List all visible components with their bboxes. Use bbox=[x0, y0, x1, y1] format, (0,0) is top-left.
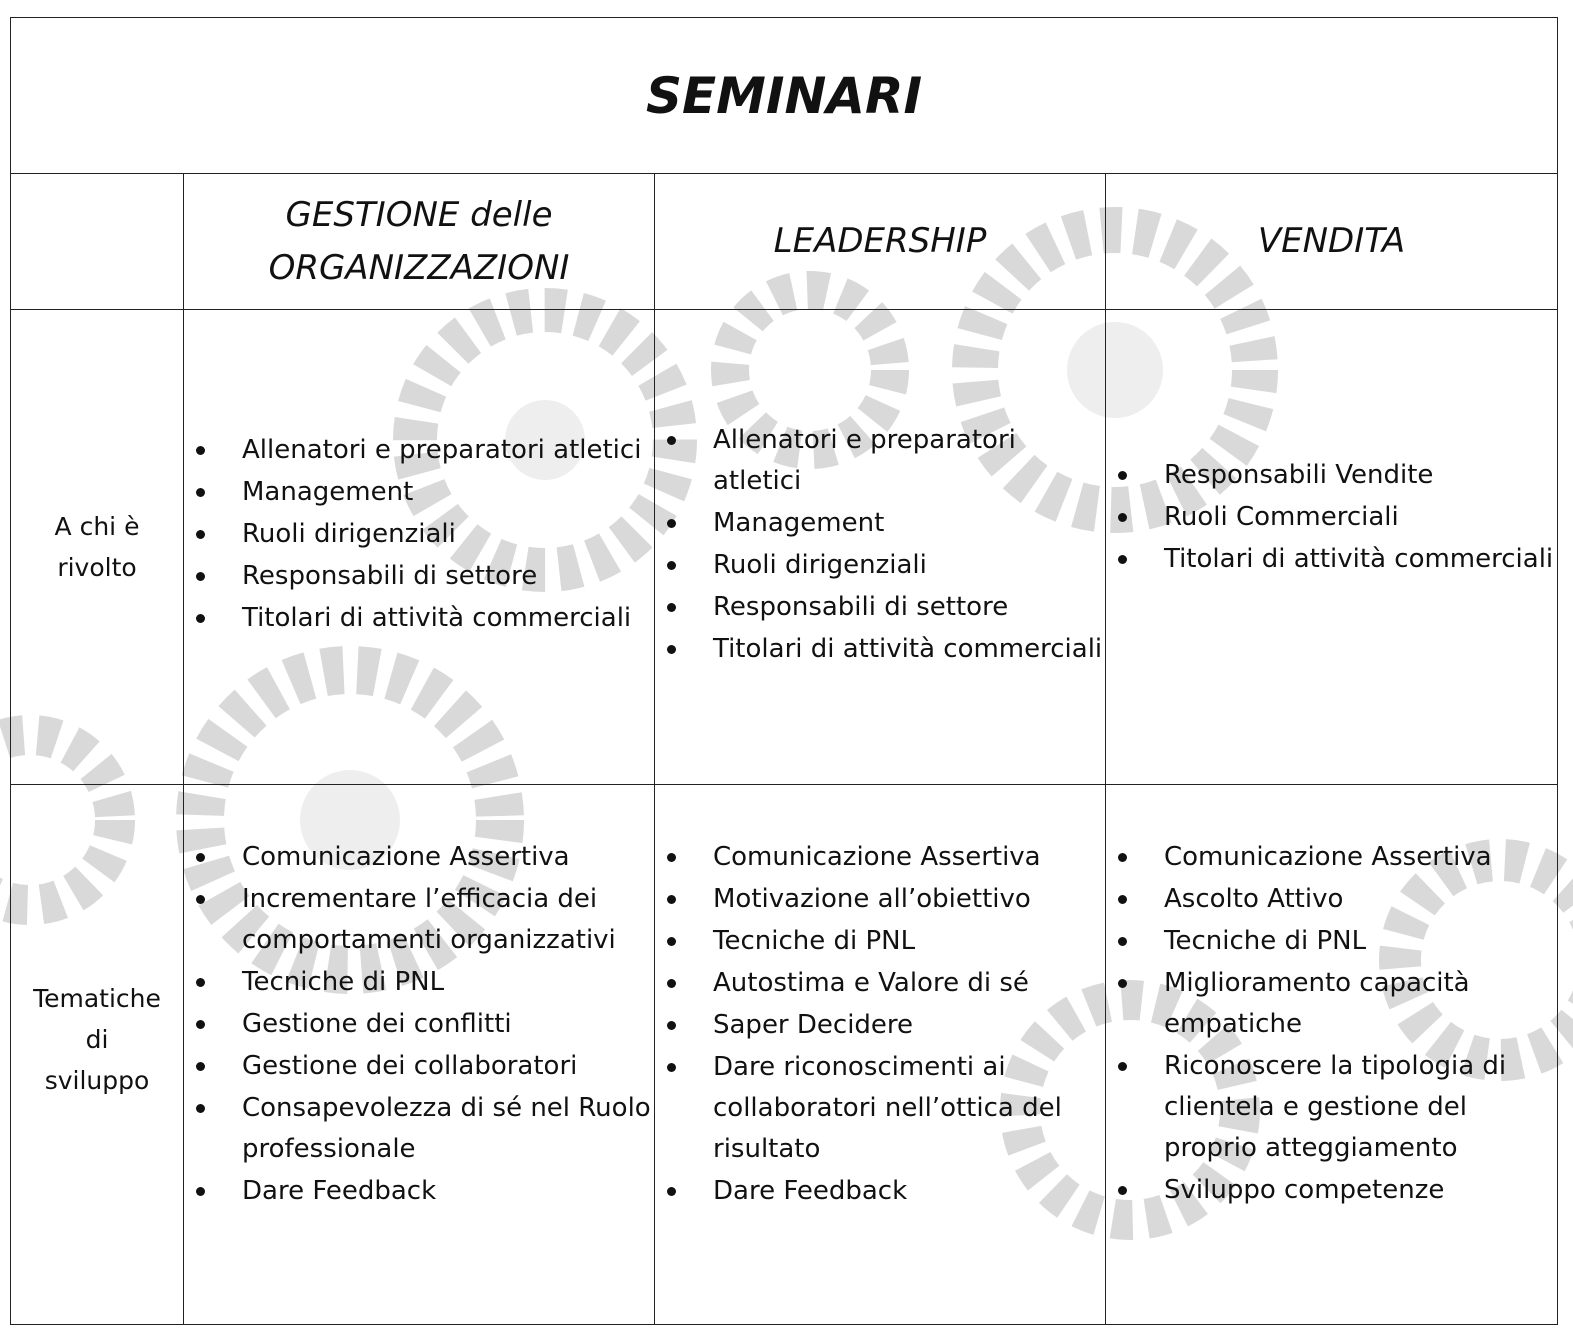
list-item-text: Gestione dei collaboratori bbox=[242, 1051, 578, 1081]
list-item-text: Responsabili Vendite bbox=[1164, 460, 1434, 490]
list-item bbox=[713, 1005, 1105, 1046]
column-header-line: ORGANIZZAZIONI bbox=[268, 247, 570, 288]
bullet-icon bbox=[1118, 555, 1127, 564]
list-item-text: Tecniche di PNL bbox=[242, 967, 445, 997]
list-item-text: Titolari di attività commerciali bbox=[713, 633, 1103, 664]
row-header-a-chi-e-rivolto bbox=[11, 310, 184, 785]
column-header-leadership bbox=[655, 174, 1106, 310]
list-item bbox=[242, 598, 654, 639]
list-item-text: Ruoli dirigenziali bbox=[713, 549, 927, 580]
bullet-icon bbox=[196, 614, 205, 623]
bullet-icon bbox=[1118, 853, 1127, 862]
column-header-line: LEADERSHIP bbox=[773, 221, 987, 262]
bullet-icon bbox=[1118, 937, 1127, 946]
list-item-text: Gestione dei conflitti bbox=[242, 1009, 512, 1039]
list-item bbox=[1164, 921, 1557, 962]
row-header-line: sviluppo bbox=[44, 1066, 150, 1096]
bullet-icon bbox=[667, 1187, 676, 1196]
list-item-text: Ascolto Attivo bbox=[1164, 884, 1344, 914]
list-item-text: Comunicazione Assertiva bbox=[1164, 842, 1492, 872]
row-header-line: Tematiche bbox=[33, 983, 161, 1013]
list-item-text: Dare Feedback bbox=[242, 1176, 437, 1206]
cell-audience-vendita bbox=[1106, 310, 1558, 785]
list-item-text: Consapevolezza di sé nel Ruolo professionale bbox=[242, 1093, 651, 1164]
bullet-list bbox=[1106, 455, 1557, 580]
list-item-text: Dare riconoscimenti ai collaboratori nell’ottica del risultato bbox=[713, 1052, 1062, 1164]
list-item-text: Tecniche di PNL bbox=[713, 926, 916, 956]
list-item bbox=[242, 1004, 654, 1045]
bullet-list bbox=[655, 837, 1105, 1212]
list-item-text: Comunicazione Assertiva bbox=[242, 842, 570, 872]
column-header-vendita bbox=[1106, 174, 1558, 310]
list-item-text: Riconoscere la tipologia di clientela e gestione del proprio atteggiamento bbox=[1164, 1051, 1507, 1163]
list-item bbox=[713, 629, 1105, 670]
list-item-text: Motivazione all’obiettivo bbox=[713, 884, 1031, 914]
bullet-icon bbox=[196, 446, 205, 455]
list-item-text: Titolari di attività commerciali bbox=[242, 603, 632, 633]
list-item bbox=[242, 556, 654, 597]
bullet-icon bbox=[667, 645, 676, 654]
list-item-text: Autostima e Valore di sé bbox=[713, 968, 1029, 998]
bullet-icon bbox=[667, 853, 676, 862]
list-item-text: Miglioramento capacità empatiche bbox=[1164, 968, 1470, 1039]
bullet-icon bbox=[667, 436, 676, 445]
page-title: SEMINARI bbox=[11, 18, 1558, 174]
list-item-text: Allenatori e preparatori atletici bbox=[713, 424, 1016, 496]
bullet-icon bbox=[667, 1063, 676, 1072]
bullet-icon bbox=[196, 1104, 205, 1113]
bullet-icon bbox=[667, 895, 676, 904]
row-header-line: rivolto bbox=[57, 553, 137, 582]
bullet-icon bbox=[196, 572, 205, 581]
list-item bbox=[242, 1088, 654, 1170]
bullet-icon bbox=[196, 1187, 205, 1196]
list-item-text: Responsabili di settore bbox=[242, 561, 538, 591]
list-item-text: Comunicazione Assertiva bbox=[713, 842, 1041, 872]
column-header-line: GESTIONE delle bbox=[285, 194, 553, 235]
list-item-text: Ruoli dirigenziali bbox=[242, 519, 456, 549]
bullet-icon bbox=[196, 530, 205, 539]
list-item-text: Titolari di attività commerciali bbox=[1164, 544, 1554, 574]
row-header-tematiche-di-sviluppo bbox=[11, 785, 184, 1325]
column-header-line: VENDITA bbox=[1257, 221, 1406, 262]
bullet-icon bbox=[196, 895, 205, 904]
list-item bbox=[713, 587, 1105, 628]
list-item-text: Responsabili di settore bbox=[713, 591, 1009, 622]
bullet-list bbox=[1106, 837, 1557, 1211]
list-item bbox=[1164, 879, 1557, 920]
title-row bbox=[11, 18, 1558, 174]
bullet-list bbox=[655, 420, 1105, 670]
list-item bbox=[242, 962, 654, 1003]
bullet-list bbox=[184, 837, 654, 1212]
cell-audience-gestione bbox=[184, 310, 655, 785]
list-item-text: Sviluppo competenze bbox=[1164, 1175, 1445, 1205]
bullet-icon bbox=[667, 937, 676, 946]
bullet-icon bbox=[196, 853, 205, 862]
list-item-text: Allenatori e preparatori atletici bbox=[242, 435, 642, 465]
list-item-text: Tecniche di PNL bbox=[1164, 926, 1367, 956]
list-item bbox=[1164, 837, 1557, 878]
list-item bbox=[1164, 539, 1557, 580]
list-item-text: Incrementare l’efficacia dei comportamenti organizzativi bbox=[242, 884, 616, 955]
column-header-gestione bbox=[184, 174, 655, 310]
bullet-icon bbox=[196, 978, 205, 987]
empty-corner-cell bbox=[11, 174, 184, 310]
bullet-icon bbox=[196, 1062, 205, 1071]
bullet-icon bbox=[667, 561, 676, 570]
list-item bbox=[1164, 963, 1557, 1045]
list-item bbox=[242, 472, 654, 513]
list-item-text: Dare Feedback bbox=[713, 1176, 908, 1206]
list-item bbox=[242, 1171, 654, 1212]
list-item bbox=[242, 430, 654, 471]
list-item bbox=[713, 921, 1105, 962]
cell-topics-leadership bbox=[655, 785, 1106, 1325]
row-header-line: di bbox=[85, 1024, 109, 1054]
cell-audience-leadership bbox=[655, 310, 1106, 785]
cell-topics-gestione bbox=[184, 785, 655, 1325]
list-item bbox=[713, 1171, 1105, 1212]
bullet-icon bbox=[1118, 471, 1127, 480]
list-item bbox=[713, 837, 1105, 878]
list-item bbox=[713, 1047, 1105, 1170]
list-item bbox=[1164, 497, 1557, 538]
row-header-line: A chi è bbox=[54, 511, 140, 541]
column-header-row bbox=[11, 174, 1558, 310]
bullet-icon bbox=[196, 1020, 205, 1029]
bullet-icon bbox=[1118, 1062, 1127, 1071]
list-item bbox=[713, 963, 1105, 1004]
cell-topics-vendita bbox=[1106, 785, 1558, 1325]
bullet-icon bbox=[1118, 1186, 1127, 1195]
bullet-list bbox=[184, 430, 654, 639]
list-item bbox=[713, 503, 1105, 544]
list-item bbox=[242, 879, 654, 961]
list-item-text: Ruoli Commerciali bbox=[1164, 502, 1399, 532]
list-item bbox=[1164, 455, 1557, 496]
seminari-table bbox=[10, 17, 1558, 1325]
row-development-topics bbox=[11, 785, 1558, 1325]
bullet-icon bbox=[667, 979, 676, 988]
list-item bbox=[713, 879, 1105, 920]
bullet-icon bbox=[1118, 979, 1127, 988]
list-item bbox=[1164, 1046, 1557, 1169]
bullet-icon bbox=[667, 519, 676, 528]
list-item bbox=[242, 837, 654, 878]
bullet-icon bbox=[667, 603, 676, 612]
list-item bbox=[713, 420, 1105, 502]
bullet-icon bbox=[196, 488, 205, 497]
bullet-icon bbox=[1118, 513, 1127, 522]
bullet-icon bbox=[667, 1021, 676, 1030]
list-item bbox=[242, 1046, 654, 1087]
list-item bbox=[242, 514, 654, 555]
list-item-text: Saper Decidere bbox=[713, 1010, 914, 1040]
list-item-text: Management bbox=[713, 507, 885, 538]
list-item bbox=[1164, 1170, 1557, 1211]
row-target-audience bbox=[11, 310, 1558, 785]
list-item-text: Management bbox=[242, 477, 414, 507]
bullet-icon bbox=[1118, 895, 1127, 904]
list-item bbox=[713, 545, 1105, 586]
